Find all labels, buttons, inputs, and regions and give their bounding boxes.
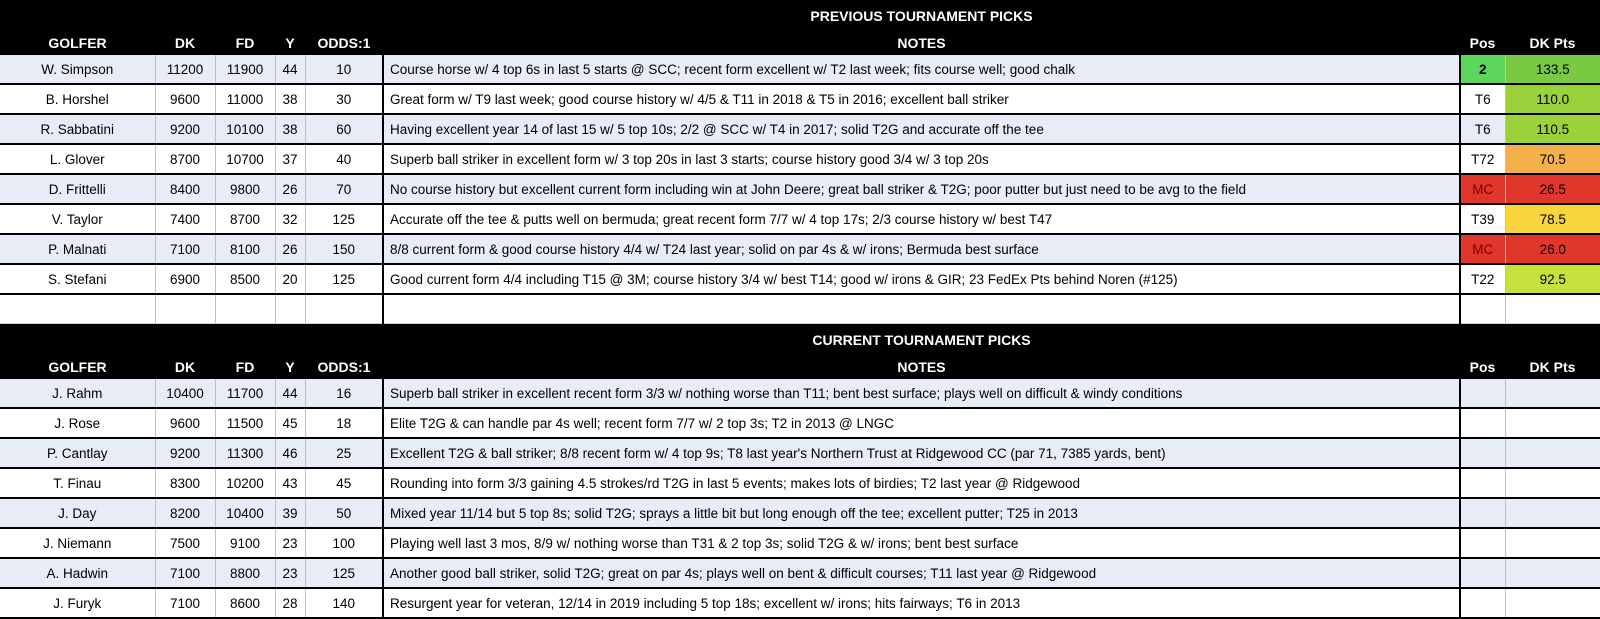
- years-cell[interactable]: 26: [275, 234, 305, 264]
- golfer-cell[interactable]: A. Hadwin: [0, 558, 155, 588]
- golfer-cell[interactable]: D. Frittelli: [0, 174, 155, 204]
- fd-salary-cell[interactable]: 10100: [215, 114, 275, 144]
- golfer-cell[interactable]: J. Rahm: [0, 379, 155, 408]
- empty-cell[interactable]: [275, 294, 305, 324]
- golfer-header: GOLFER: [0, 31, 155, 55]
- odds-cell[interactable]: 25: [305, 438, 383, 468]
- title-spacer: [1505, 0, 1600, 31]
- position-cell[interactable]: T72: [1460, 144, 1505, 174]
- notes-cell[interactable]: No course history but excellent current form including win at John Deere; great ball striker & T2G; poor putter but just need to be avg to the field: [383, 174, 1460, 204]
- notes-cell[interactable]: Excellent T2G & ball striker; 8/8 recent form w/ 4 top 9s; T8 last year's Northern Trust at Ridgewood CC (par 71, 7385 yards, bent): [383, 438, 1460, 468]
- dk-salary-cell[interactable]: 10400: [155, 379, 215, 408]
- years-cell[interactable]: 37: [275, 144, 305, 174]
- fd-salary-cell[interactable]: 11500: [215, 408, 275, 438]
- odds-cell[interactable]: 10: [305, 55, 383, 84]
- table-row: [0, 84, 1600, 114]
- column-header-row: [0, 31, 1600, 55]
- position-cell[interactable]: T22: [1460, 264, 1505, 294]
- fd-salary-cell[interactable]: 10700: [215, 144, 275, 174]
- golfer-cell[interactable]: P. Malnati: [0, 234, 155, 264]
- dk-salary-cell[interactable]: 7100: [155, 234, 215, 264]
- fd-salary-cell[interactable]: 8700: [215, 204, 275, 234]
- fd-salary-cell[interactable]: 8800: [215, 558, 275, 588]
- dk-points-cell[interactable]: [1505, 408, 1600, 438]
- position-cell[interactable]: [1460, 408, 1505, 438]
- title-spacer: [1505, 324, 1600, 356]
- golfer-cell[interactable]: J. Rose: [0, 408, 155, 438]
- odds-cell[interactable]: 70: [305, 174, 383, 204]
- dk-salary-cell[interactable]: 9200: [155, 438, 215, 468]
- table-row: [0, 558, 1600, 588]
- notes-cell[interactable]: Playing well last 3 mos, 8/9 w/ nothing worse than T31 & 2 top 3s; solid T2G & w/ irons; bent best surface: [383, 528, 1460, 558]
- dk-points-cell[interactable]: [1505, 379, 1600, 408]
- golfer-cell[interactable]: J. Day: [0, 498, 155, 528]
- years-cell[interactable]: 44: [275, 379, 305, 408]
- dk-points-cell[interactable]: 26.0: [1505, 234, 1600, 264]
- empty-cell[interactable]: [215, 294, 275, 324]
- dk-points-cell[interactable]: 26.5: [1505, 174, 1600, 204]
- fd-salary-cell[interactable]: 9100: [215, 528, 275, 558]
- notes-cell[interactable]: Great form w/ T9 last week; good course history w/ 4/5 & T11 in 2018 & T5 in 2016; excellent ball striker: [383, 84, 1460, 114]
- fd-salary-cell[interactable]: 11000: [215, 84, 275, 114]
- table-row: [0, 264, 1600, 294]
- odds-cell[interactable]: 125: [305, 204, 383, 234]
- empty-cell[interactable]: [1460, 294, 1505, 324]
- y-header: Y: [275, 31, 305, 55]
- dk-salary-cell[interactable]: 11200: [155, 55, 215, 84]
- dk-salary-cell[interactable]: 8700: [155, 144, 215, 174]
- fd-salary-cell[interactable]: 10400: [215, 498, 275, 528]
- position-cell[interactable]: [1460, 379, 1505, 408]
- odds-header: ODDS:1: [305, 31, 383, 55]
- odds-cell[interactable]: 45: [305, 468, 383, 498]
- golfer-cell[interactable]: J. Furyk: [0, 588, 155, 618]
- dk-points-cell[interactable]: 133.5: [1505, 55, 1600, 84]
- position-cell[interactable]: [1460, 558, 1505, 588]
- notes-cell[interactable]: Accurate off the tee & putts well on bermuda; great recent form 7/7 w/ 4 top 17s; 2/3 course history w/ best T47: [383, 204, 1460, 234]
- dk-pts-header: DK Pts: [1505, 355, 1600, 379]
- fd-header: FD: [215, 355, 275, 379]
- notes-cell[interactable]: Course horse w/ 4 top 6s in last 5 starts @ SCC; recent form excellent w/ T2 last week; fits course well; good chalk: [383, 55, 1460, 84]
- golfer-cell[interactable]: L. Glover: [0, 144, 155, 174]
- notes-cell[interactable]: Resurgent year for veteran, 12/14 in 2019 including 5 top 18s; excellent w/ irons; hits fairways; T6 in 2013: [383, 588, 1460, 618]
- table-row: [0, 144, 1600, 174]
- dk-points-cell[interactable]: 110.0: [1505, 84, 1600, 114]
- dk-points-cell[interactable]: 78.5: [1505, 204, 1600, 234]
- dk-points-cell[interactable]: [1505, 438, 1600, 468]
- fd-header: FD: [215, 31, 275, 55]
- dk-salary-cell[interactable]: 7100: [155, 588, 215, 618]
- table-row: [0, 55, 1600, 84]
- dk-pts-header: DK Pts: [1505, 31, 1600, 55]
- years-cell[interactable]: 45: [275, 408, 305, 438]
- notes-header: NOTES: [383, 31, 1460, 55]
- title-spacer: [0, 324, 155, 356]
- title-spacer: [305, 0, 383, 31]
- title-spacer: [155, 324, 215, 356]
- title-spacer: [275, 0, 305, 31]
- odds-header: ODDS:1: [305, 355, 383, 379]
- notes-cell[interactable]: Mixed year 11/14 but 5 top 8s; solid T2G; sprays a little bit but long enough off the tee; excellent putter; T25 in 2013: [383, 498, 1460, 528]
- notes-cell[interactable]: Elite T2G & can handle par 4s well; recent form 7/7 w/ 2 top 3s; T2 in 2013 @ LNGC: [383, 408, 1460, 438]
- table-row: [0, 234, 1600, 264]
- position-cell[interactable]: MC: [1460, 174, 1505, 204]
- odds-cell[interactable]: 100: [305, 528, 383, 558]
- dk-salary-cell[interactable]: 7100: [155, 558, 215, 588]
- golfer-cell[interactable]: P. Cantlay: [0, 438, 155, 468]
- table-row: [0, 408, 1600, 438]
- position-cell[interactable]: T6: [1460, 84, 1505, 114]
- dk-points-cell[interactable]: 70.5: [1505, 144, 1600, 174]
- dk-points-cell[interactable]: 92.5: [1505, 264, 1600, 294]
- table-row: [0, 379, 1600, 408]
- notes-cell[interactable]: Rounding into form 3/3 gaining 4.5 strokes/rd T2G in last 5 events; makes lots of birdies; T2 last year @ Ridgewood: [383, 468, 1460, 498]
- notes-cell[interactable]: Good current form 4/4 including T15 @ 3M; course history 3/4 w/ best T14; good w/ irons & GIR; 23 FedEx Pts behind Noren (#125): [383, 264, 1460, 294]
- title-spacer: [275, 324, 305, 356]
- golfer-cell[interactable]: V. Taylor: [0, 204, 155, 234]
- notes-cell[interactable]: Superb ball striker in excellent recent form 3/3 w/ nothing worse than T11; bent best surface; plays well on difficult & windy conditions: [383, 379, 1460, 408]
- position-cell[interactable]: [1460, 528, 1505, 558]
- table-row: [0, 498, 1600, 528]
- dk-points-cell[interactable]: [1505, 588, 1600, 618]
- fd-salary-cell[interactable]: 9800: [215, 174, 275, 204]
- notes-cell[interactable]: Superb ball striker in excellent form w/ 3 top 20s in last 3 starts; course history good 3/4 w/ 3 top 20s: [383, 144, 1460, 174]
- years-cell[interactable]: 32: [275, 204, 305, 234]
- current-picks-title: CURRENT TOURNAMENT PICKS: [383, 324, 1460, 356]
- title-spacer: [305, 324, 383, 356]
- table-row: [0, 588, 1600, 618]
- title-spacer: [0, 0, 155, 31]
- golfer-cell[interactable]: W. Simpson: [0, 55, 155, 84]
- position-cell[interactable]: MC: [1460, 234, 1505, 264]
- odds-cell[interactable]: 140: [305, 588, 383, 618]
- dk-salary-cell[interactable]: 7500: [155, 528, 215, 558]
- dk-salary-cell[interactable]: 8200: [155, 498, 215, 528]
- years-cell[interactable]: 28: [275, 588, 305, 618]
- years-cell[interactable]: 46: [275, 438, 305, 468]
- position-cell[interactable]: [1460, 468, 1505, 498]
- position-cell[interactable]: [1460, 588, 1505, 618]
- blank-row: [0, 294, 1600, 324]
- years-cell[interactable]: 20: [275, 264, 305, 294]
- position-cell[interactable]: 2: [1460, 55, 1505, 84]
- previous-picks-title: PREVIOUS TOURNAMENT PICKS: [383, 0, 1460, 31]
- golfer-header: GOLFER: [0, 355, 155, 379]
- empty-cell[interactable]: [305, 294, 383, 324]
- dk-points-cell[interactable]: [1505, 528, 1600, 558]
- golfer-cell[interactable]: J. Niemann: [0, 528, 155, 558]
- dk-points-cell[interactable]: [1505, 468, 1600, 498]
- title-spacer: [1460, 324, 1505, 356]
- dk-points-cell[interactable]: [1505, 498, 1600, 528]
- fd-salary-cell[interactable]: 11700: [215, 379, 275, 408]
- years-cell[interactable]: 38: [275, 114, 305, 144]
- golfer-cell[interactable]: B. Horshel: [0, 84, 155, 114]
- notes-cell[interactable]: Having excellent year 14 of last 15 w/ 5 top 10s; 2/2 @ SCC w/ T4 in 2017; solid T2G and accurate off the tee: [383, 114, 1460, 144]
- odds-cell[interactable]: 50: [305, 498, 383, 528]
- empty-cell[interactable]: [383, 294, 1460, 324]
- dk-salary-cell[interactable]: 8400: [155, 174, 215, 204]
- empty-cell[interactable]: [155, 294, 215, 324]
- position-cell[interactable]: [1460, 438, 1505, 468]
- dk-header: DK: [155, 31, 215, 55]
- dk-points-cell[interactable]: 110.5: [1505, 114, 1600, 144]
- position-cell[interactable]: T39: [1460, 204, 1505, 234]
- fd-salary-cell[interactable]: 11300: [215, 438, 275, 468]
- odds-cell[interactable]: 150: [305, 234, 383, 264]
- dk-points-cell[interactable]: [1505, 558, 1600, 588]
- dk-salary-cell[interactable]: 8300: [155, 468, 215, 498]
- fd-salary-cell[interactable]: 11900: [215, 55, 275, 84]
- title-spacer: [1460, 0, 1505, 31]
- dk-salary-cell[interactable]: 7400: [155, 204, 215, 234]
- position-cell[interactable]: [1460, 498, 1505, 528]
- notes-cell[interactable]: 8/8 current form & good course history 4/4 w/ T24 last year; solid on par 4s & w/ irons; Bermuda best surface: [383, 234, 1460, 264]
- table-row: [0, 174, 1600, 204]
- dk-salary-cell[interactable]: 6900: [155, 264, 215, 294]
- odds-cell[interactable]: 40: [305, 144, 383, 174]
- notes-header: NOTES: [383, 355, 1460, 379]
- title-spacer: [215, 0, 275, 31]
- title-spacer: [155, 0, 215, 31]
- golfer-cell[interactable]: T. Finau: [0, 468, 155, 498]
- odds-cell[interactable]: 125: [305, 558, 383, 588]
- pos-header: Pos: [1460, 355, 1505, 379]
- golfer-cell[interactable]: R. Sabbatini: [0, 114, 155, 144]
- title-spacer: [215, 324, 275, 356]
- years-cell[interactable]: 23: [275, 528, 305, 558]
- years-cell[interactable]: 26: [275, 174, 305, 204]
- notes-cell[interactable]: Another good ball striker, solid T2G; great on par 4s; plays well on bent & difficult courses; T11 last year @ Ridgewood: [383, 558, 1460, 588]
- golfer-cell[interactable]: S. Stefani: [0, 264, 155, 294]
- fd-salary-cell[interactable]: 10200: [215, 468, 275, 498]
- previous-picks-title-row: [0, 0, 1600, 31]
- years-cell[interactable]: 44: [275, 55, 305, 84]
- pos-header: Pos: [1460, 31, 1505, 55]
- table-row: [0, 528, 1600, 558]
- odds-cell[interactable]: 18: [305, 408, 383, 438]
- current-picks-title-row: [0, 324, 1600, 356]
- dk-salary-cell[interactable]: 9600: [155, 84, 215, 114]
- years-cell[interactable]: 39: [275, 498, 305, 528]
- position-cell[interactable]: T6: [1460, 114, 1505, 144]
- odds-cell[interactable]: 16: [305, 379, 383, 408]
- table-row: [0, 114, 1600, 144]
- dk-salary-cell[interactable]: 9200: [155, 114, 215, 144]
- empty-cell[interactable]: [0, 294, 155, 324]
- dk-salary-cell[interactable]: 9600: [155, 408, 215, 438]
- table-row: [0, 438, 1600, 468]
- fd-salary-cell[interactable]: 8500: [215, 264, 275, 294]
- empty-cell[interactable]: [1505, 294, 1600, 324]
- dk-header: DK: [155, 355, 215, 379]
- odds-cell[interactable]: 125: [305, 264, 383, 294]
- y-header: Y: [275, 355, 305, 379]
- years-cell[interactable]: 23: [275, 558, 305, 588]
- odds-cell[interactable]: 60: [305, 114, 383, 144]
- column-header-row: [0, 355, 1600, 379]
- odds-cell[interactable]: 30: [305, 84, 383, 114]
- years-cell[interactable]: 38: [275, 84, 305, 114]
- table-row: [0, 468, 1600, 498]
- fd-salary-cell[interactable]: 8600: [215, 588, 275, 618]
- table-row: [0, 204, 1600, 234]
- years-cell[interactable]: 43: [275, 468, 305, 498]
- fd-salary-cell[interactable]: 8100: [215, 234, 275, 264]
